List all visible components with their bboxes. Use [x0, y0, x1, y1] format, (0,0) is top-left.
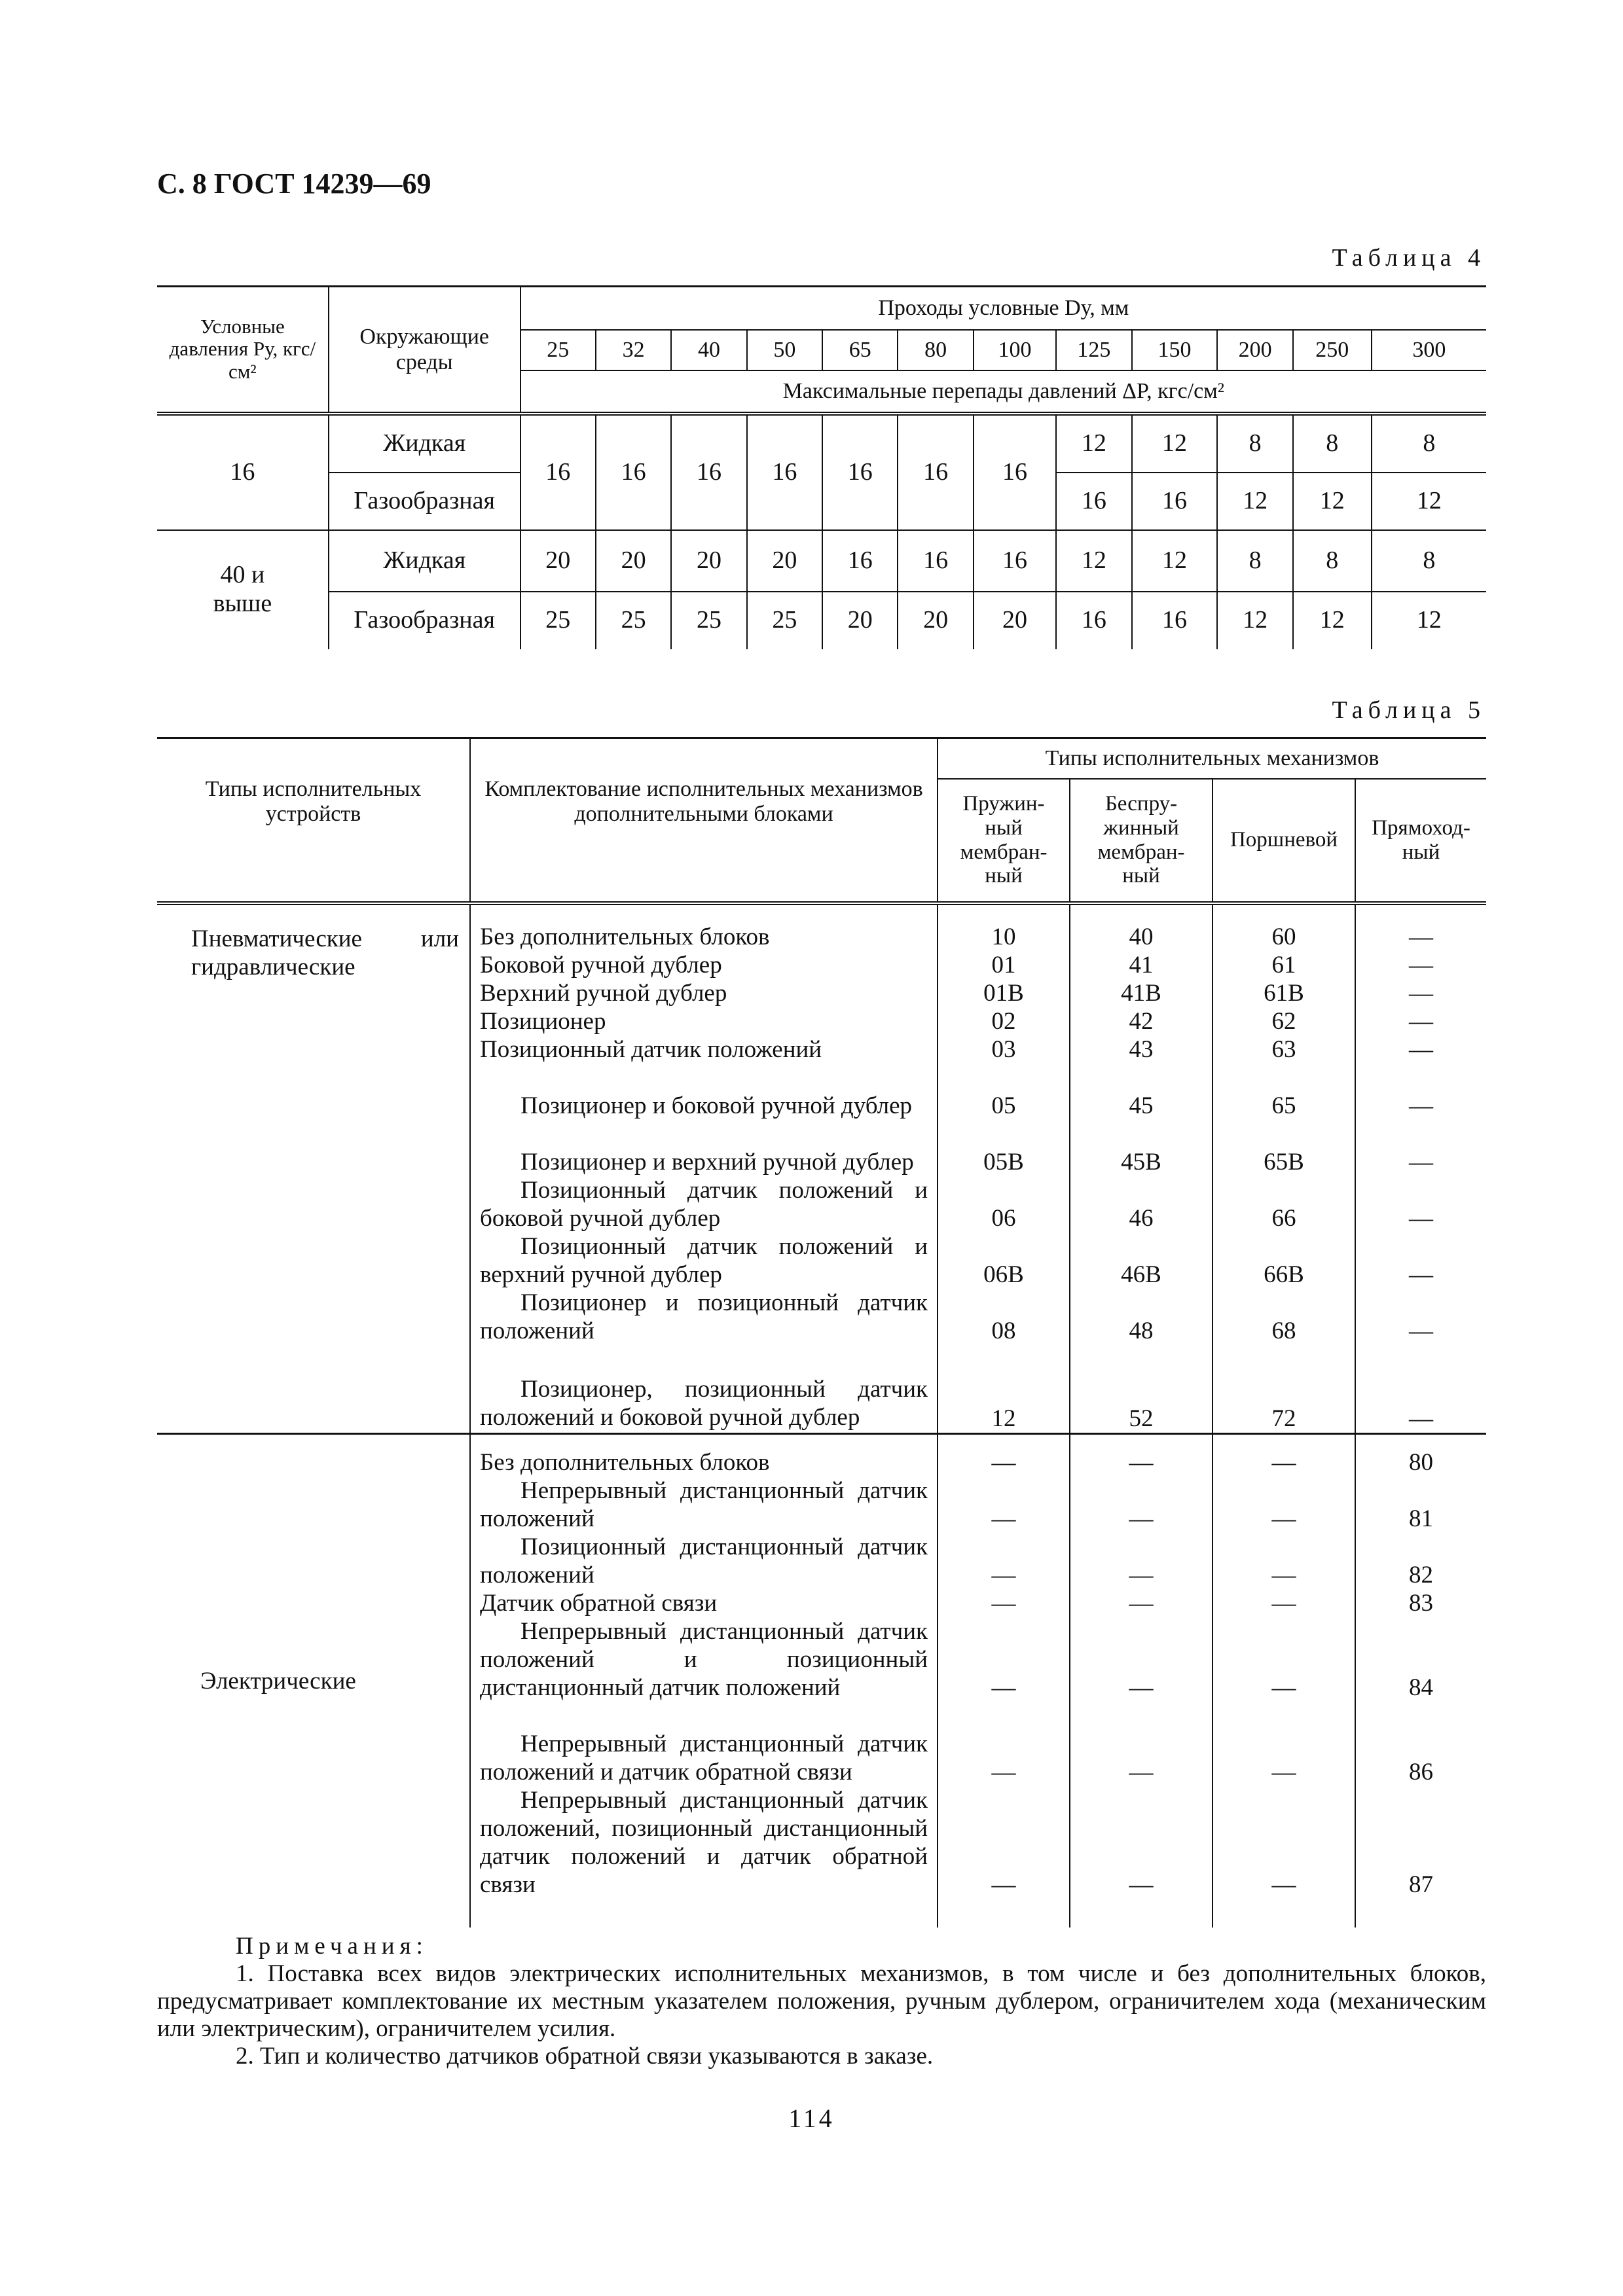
t4-value-cell: 20	[974, 592, 1056, 649]
t5-value-cell: 66В	[1213, 1232, 1355, 1289]
t4-value-cell: 12	[1217, 592, 1292, 649]
t4-head-pressure: Условные давления Pу, кгс/см²	[157, 287, 329, 414]
t5-value-cell: —	[1070, 1617, 1213, 1702]
t5-value-cell: 41	[1070, 951, 1213, 979]
t5-value-cell: 84	[1355, 1617, 1486, 1702]
t5-value-cell: —	[1355, 1345, 1486, 1434]
t4-diameter: 50	[747, 330, 822, 370]
t5-value-cell: 12	[938, 1345, 1070, 1434]
table5	[157, 737, 1486, 1928]
t5-value-cell: 40	[1070, 903, 1213, 951]
t5-value-cell: 10	[938, 903, 1070, 951]
t4-diameter: 200	[1217, 330, 1292, 370]
t5-value-cell: —	[1355, 1176, 1486, 1232]
t4-value-cell: 12	[1132, 414, 1218, 473]
notes-title: Примечания:	[236, 1933, 428, 1960]
t5-value-cell: —	[1213, 1477, 1355, 1533]
t5-value-cell: —	[1070, 1786, 1213, 1928]
t4-value-cell: 12	[1372, 473, 1486, 530]
t4-value-cell: 12	[1132, 530, 1218, 592]
t5-config-text: Позиционер и позиционный датчик положений	[470, 1289, 938, 1345]
t5-value-cell: 08	[938, 1289, 1070, 1345]
t4-head-drops: Максимальные перепады давлений ΔP, кгс/см²	[520, 370, 1486, 414]
t5-config-text: Непрерывный дистанционный датчик положений, позиционный дистанционный датчик положений и датчик обратной связи	[470, 1786, 938, 1928]
table5-caption: Таблица 5	[1332, 696, 1486, 724]
t5-value-cell: 41В	[1070, 979, 1213, 1007]
t5-value-cell: 61	[1213, 951, 1355, 979]
t4-value-cell: 8	[1293, 414, 1372, 473]
t4-value-cell: 25	[520, 592, 596, 649]
t5-config-text: Боковой ручной дублер	[470, 951, 938, 979]
t5-config-text: Непрерывный дистанционный датчик положений и датчик обратной связи	[470, 1702, 938, 1786]
t5-config-text: Без дополнительных блоков	[470, 1433, 938, 1477]
t4-value-cell: 16	[1132, 473, 1218, 530]
t4-diameter: 300	[1372, 330, 1486, 370]
t4-value-cell: 12	[1293, 592, 1372, 649]
t5-value-cell: 06В	[938, 1232, 1070, 1289]
t4-diameter: 25	[520, 330, 596, 370]
document-header: С. 8 ГОСТ 14239—69	[157, 168, 431, 200]
t4-value-cell: 12	[1056, 530, 1131, 592]
t4-diameter: 250	[1293, 330, 1372, 370]
t5-value-cell: —	[1070, 1702, 1213, 1786]
t5-value-cell: —	[938, 1433, 1070, 1477]
t5-device-cell: Электрические	[157, 1433, 470, 1928]
t5-value-cell: —	[1070, 1433, 1213, 1477]
t5-value-cell: 62	[1213, 1007, 1355, 1035]
t5-value-cell: —	[1355, 979, 1486, 1007]
t5-value-cell: —	[1355, 1064, 1486, 1120]
t4-value-cell: 20	[671, 530, 746, 592]
t5-value-cell: —	[1070, 1533, 1213, 1589]
t4-media-cell: Жидкая	[329, 530, 520, 592]
t4-value-cell: 12	[1372, 592, 1486, 649]
t5-value-cell: 48	[1070, 1289, 1213, 1345]
t5-head-config: Комплектование исполнительных механизмов дополнительными блоками	[470, 738, 938, 903]
t4-value-cell: 8	[1217, 414, 1292, 473]
t5-config-text: Непрерывный дистанционный датчик положений и позиционный дистанционный датчик положений	[470, 1617, 938, 1702]
t4-value-cell: 12	[1217, 473, 1292, 530]
t5-value-cell: —	[1355, 1120, 1486, 1176]
t4-value-cell: 20	[520, 530, 596, 592]
t4-value-cell: 16	[671, 414, 746, 530]
t4-media-cell: Газообразная	[329, 473, 520, 530]
t5-value-cell: 45	[1070, 1064, 1213, 1120]
t5-value-cell: —	[1213, 1786, 1355, 1928]
t5-value-cell: 46В	[1070, 1232, 1213, 1289]
t5-value-cell: —	[938, 1786, 1070, 1928]
t4-value-cell: 16	[974, 414, 1056, 530]
t5-value-cell: 01В	[938, 979, 1070, 1007]
notes	[157, 1933, 1486, 2070]
t4-diameter: 65	[822, 330, 898, 370]
t4-value-cell: 16	[822, 530, 898, 592]
t5-value-cell: 65	[1213, 1064, 1355, 1120]
t5-value-cell: —	[938, 1477, 1070, 1533]
t4-value-cell: 16	[1056, 592, 1131, 649]
t5-value-cell: —	[1355, 1289, 1486, 1345]
t5-value-cell: —	[1213, 1433, 1355, 1477]
t4-value-cell: 16	[1132, 592, 1218, 649]
t5-value-cell: 82	[1355, 1533, 1486, 1589]
t4-media-cell: Газообразная	[329, 592, 520, 649]
t5-value-cell: 03	[938, 1035, 1070, 1064]
t5-config-text: Датчик обратной связи	[470, 1589, 938, 1617]
page-number: 114	[788, 2104, 835, 2133]
t5-head-types: Типы исполнительных механизмов	[938, 738, 1486, 779]
t5-value-cell: —	[1355, 951, 1486, 979]
t5-value-cell: —	[1355, 1232, 1486, 1289]
note-item: 2. Тип и количество датчиков обратной связи указываются в заказе.	[236, 2043, 934, 2070]
t4-head-passes: Проходы условные Dу, мм	[520, 287, 1486, 330]
t5-value-cell: 05	[938, 1064, 1070, 1120]
t5-value-cell: 43	[1070, 1035, 1213, 1064]
t4-value-cell: 25	[596, 592, 671, 649]
t4-value-cell: 12	[1056, 414, 1131, 473]
t5-value-cell: —	[1070, 1589, 1213, 1617]
t5-config-text: Позиционный дистанционный датчик положений	[470, 1533, 938, 1589]
t5-value-cell: —	[938, 1533, 1070, 1589]
t4-value-cell: 16	[898, 414, 973, 530]
t4-value-cell: 20	[822, 592, 898, 649]
t5-config-text: Позиционер	[470, 1007, 938, 1035]
t5-value-cell: 06	[938, 1176, 1070, 1232]
t4-diameter: 100	[974, 330, 1056, 370]
t5-value-cell: —	[1355, 903, 1486, 951]
t4-value-cell: 16	[1056, 473, 1131, 530]
t4-diameter: 150	[1132, 330, 1218, 370]
t4-value-cell: 16	[974, 530, 1056, 592]
t5-value-cell: 68	[1213, 1289, 1355, 1345]
t5-value-cell: —	[938, 1617, 1070, 1702]
t5-value-cell: —	[938, 1702, 1070, 1786]
t5-value-cell: 65В	[1213, 1120, 1355, 1176]
t5-value-cell: —	[1213, 1617, 1355, 1702]
t5-value-cell: 60	[1213, 903, 1355, 951]
t4-value-cell: 16	[520, 414, 596, 530]
t5-value-cell: 72	[1213, 1345, 1355, 1434]
t5-config-text: Позиционер и боковой ручной дублер	[470, 1064, 938, 1120]
t5-value-cell: 01	[938, 951, 1070, 979]
table4-caption: Таблица 4	[1332, 244, 1486, 272]
t4-value-cell: 8	[1372, 530, 1486, 592]
t4-value-cell: 20	[596, 530, 671, 592]
t4-value-cell: 25	[747, 592, 822, 649]
t5-mech-type: Поршневой	[1213, 779, 1355, 903]
t5-head-device: Типы исполнительных устройств	[157, 738, 470, 903]
t5-value-cell: 52	[1070, 1345, 1213, 1434]
t5-device-cell: Пневматические или гидравлические	[157, 903, 470, 1434]
t5-value-cell: 46	[1070, 1176, 1213, 1232]
t4-value-cell: 16	[822, 414, 898, 530]
t5-value-cell: 87	[1355, 1786, 1486, 1928]
t4-diameter: 40	[671, 330, 746, 370]
t4-value-cell: 8	[1293, 530, 1372, 592]
t5-value-cell: —	[1355, 1035, 1486, 1064]
t5-value-cell: —	[1213, 1589, 1355, 1617]
t4-value-cell: 25	[671, 592, 746, 649]
note-item: 1. Поставка всех видов электрических исполнительных механизмов, в том числе и без дополнительных блоков, предусматривает комплектование их местным указателем положения, ручным дублером, ограничителем хода (механическим или электрическим), ограничителем усилия.	[157, 1960, 1486, 2042]
t4-diameter: 32	[596, 330, 671, 370]
t5-value-cell: —	[1070, 1477, 1213, 1533]
t5-mech-type: Беспру- жинный мембран- ный	[1070, 779, 1213, 903]
t4-value-cell: 16	[596, 414, 671, 530]
t5-value-cell: 66	[1213, 1176, 1355, 1232]
t4-pressure-cell: 40 и выше	[157, 530, 329, 649]
t5-value-cell: —	[1213, 1533, 1355, 1589]
t4-head-media: Окружающие среды	[329, 287, 520, 414]
t5-value-cell: —	[938, 1589, 1070, 1617]
t5-value-cell: —	[1213, 1702, 1355, 1786]
t5-value-cell: 42	[1070, 1007, 1213, 1035]
t5-value-cell: 63	[1213, 1035, 1355, 1064]
t5-value-cell: 81	[1355, 1477, 1486, 1533]
t5-config-text: Позиционный датчик положений и боковой ручной дублер	[470, 1176, 938, 1232]
t5-config-text: Верхний ручной дублер	[470, 979, 938, 1007]
t5-value-cell: 61В	[1213, 979, 1355, 1007]
t5-value-cell: 86	[1355, 1702, 1486, 1786]
t4-value-cell: 20	[898, 592, 973, 649]
t5-value-cell: 83	[1355, 1589, 1486, 1617]
t4-pressure-cell: 16	[157, 414, 329, 530]
t5-config-text: Позиционер, позиционный датчик положений и боковой ручной дублер	[470, 1345, 938, 1434]
t4-diameter: 125	[1056, 330, 1131, 370]
t5-config-text: Без дополнительных блоков	[470, 903, 938, 951]
t4-value-cell: 8	[1217, 530, 1292, 592]
t5-value-cell: 45В	[1070, 1120, 1213, 1176]
t5-config-text: Позиционер и верхний ручной дублер	[470, 1120, 938, 1176]
t4-value-cell: 8	[1372, 414, 1486, 473]
table4	[157, 285, 1486, 649]
t5-value-cell: 05В	[938, 1120, 1070, 1176]
t4-diameter: 80	[898, 330, 973, 370]
t4-value-cell: 20	[747, 530, 822, 592]
t5-value-cell: —	[1355, 1007, 1486, 1035]
t4-value-cell: 16	[747, 414, 822, 530]
t5-mech-type: Пружин- ный мембран- ный	[938, 779, 1070, 903]
t4-value-cell: 16	[898, 530, 973, 592]
t4-media-cell: Жидкая	[329, 414, 520, 473]
t5-config-text: Непрерывный дистанционный датчик положений	[470, 1477, 938, 1533]
t5-config-text: Позиционный датчик положений и верхний ручной дублер	[470, 1232, 938, 1289]
t5-mech-type: Прямоход- ный	[1355, 779, 1486, 903]
t4-value-cell: 12	[1293, 473, 1372, 530]
t5-value-cell: 02	[938, 1007, 1070, 1035]
t5-value-cell: 80	[1355, 1433, 1486, 1477]
t5-config-text: Позиционный датчик положений	[470, 1035, 938, 1064]
